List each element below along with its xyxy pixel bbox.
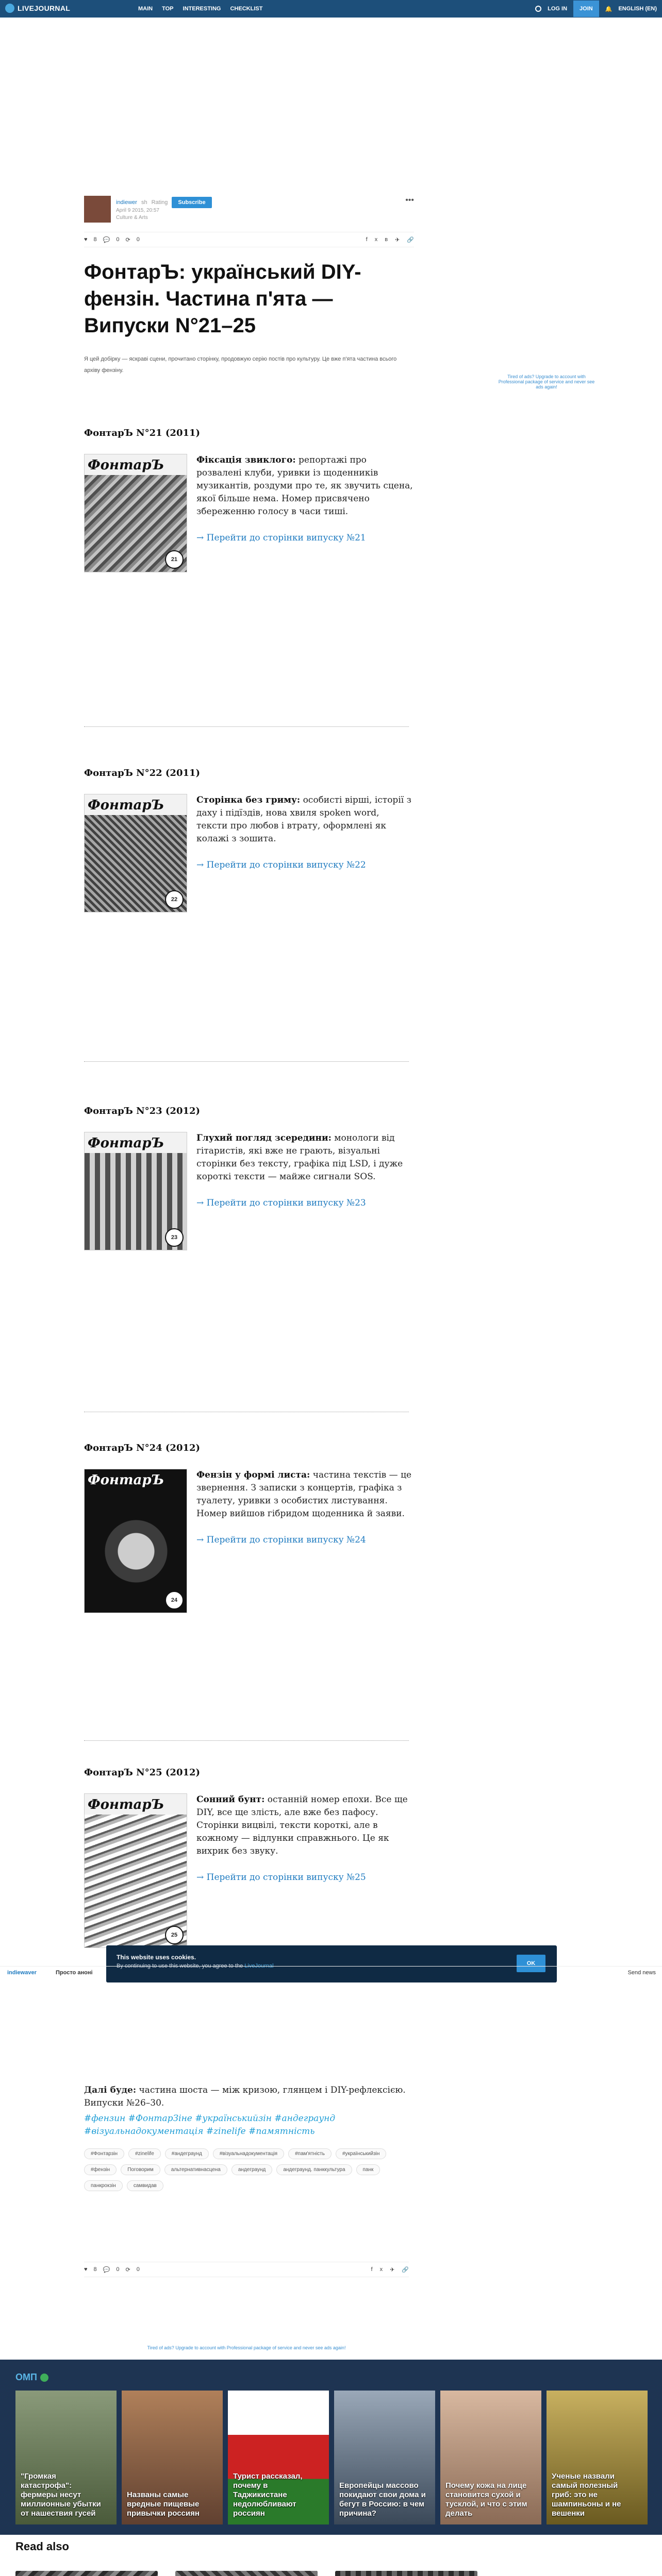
- nav-main[interactable]: MAIN: [138, 6, 153, 12]
- cookie-text-body: By continuing to use this website, you agree to the: [117, 1963, 243, 1969]
- post-date: April 9 2015, 20:57: [116, 208, 159, 213]
- cookie-title: This website uses cookies.: [117, 1954, 196, 1961]
- article: [84, 196, 414, 376]
- issue-21: [84, 428, 414, 572]
- subscribe-button[interactable]: Subscribe: [172, 197, 211, 208]
- repost-icon[interactable]: ⟳: [125, 237, 130, 243]
- issue-cover[interactable]: [84, 454, 187, 572]
- repost-count: 0: [136, 236, 140, 243]
- tag-item[interactable]: #андеграунд: [165, 2148, 209, 2159]
- desc-bold: Фіксація звиклого:: [196, 455, 296, 465]
- rating-label: Rating: [151, 199, 168, 206]
- card-image: [175, 2571, 318, 2576]
- desc-text: особисті віршi, історії з даху і підїздів, нова хвиля spoken word, тексти про любов і втрату, оформлені як колажі з зошита.: [196, 795, 411, 844]
- tag-item[interactable]: #пам'ятність: [288, 2148, 332, 2159]
- cookie-link[interactable]: LiveJournal: [244, 1963, 274, 1969]
- share-telegram-icon[interactable]: ✈: [395, 237, 400, 243]
- read-also-card[interactable]: [335, 2571, 477, 2576]
- tag-item[interactable]: андеграунд: [231, 2164, 273, 2175]
- card-caption: Почему кожа на лице становится сухой и тусклой, и что с этим делать: [445, 2481, 527, 2518]
- desc-bold: Сторінка без гриму:: [196, 795, 301, 805]
- card-image: [335, 2571, 477, 2576]
- desc-bold: Фензін у формі листа:: [196, 1470, 310, 1480]
- cover-logo: ФонтарЪ: [88, 457, 164, 473]
- share-link-icon[interactable]: 🔗: [407, 237, 414, 243]
- bell-icon[interactable]: 🔔: [605, 6, 613, 12]
- hashtags[interactable]: #фензин #ФонтарЗіне #українськийзін #андеграунд #візуальнадокументація #zinelife #памятність: [84, 2113, 336, 2137]
- share-twitter-icon[interactable]: x: [379, 2266, 383, 2273]
- repost-count: 0: [136, 2266, 140, 2273]
- comment-count: 0: [116, 236, 120, 243]
- issue-description: [196, 1132, 413, 1183]
- post-category[interactable]: Culture & Arts: [116, 215, 148, 221]
- livejournal-logo[interactable]: [5, 4, 70, 13]
- read-also-heading: Read also: [15, 2540, 69, 2553]
- cover-number: 24: [165, 1591, 184, 1609]
- recommendation-card[interactable]: [547, 2391, 648, 2524]
- cover-logo: ФонтарЪ: [88, 1136, 164, 1151]
- tag-item[interactable]: #Фонтарзін: [84, 2148, 124, 2159]
- author-strip: [0, 1966, 662, 1977]
- ad-upgrade-note[interactable]: Tired of ads? Upgrade to account with Professional package of service and never see ads again!: [498, 374, 595, 389]
- share-twitter-icon[interactable]: x: [374, 236, 378, 243]
- language-selector[interactable]: ENGLISH (EN): [618, 6, 657, 12]
- share-facebook-icon[interactable]: f: [366, 236, 368, 243]
- cover-logo: ФонтарЪ: [88, 798, 164, 813]
- issue-23: [84, 1106, 414, 1250]
- issue-link[interactable]: → Перейти до сторінки випуску №21: [196, 533, 366, 543]
- card-image: [15, 2571, 158, 2576]
- tag-item[interactable]: #фензін: [84, 2164, 117, 2175]
- issue-25: [84, 1767, 414, 1948]
- issue-description: [196, 1469, 413, 1520]
- issue-link[interactable]: → Перейти до сторінки випуску №25: [196, 1872, 366, 1883]
- nav-interesting[interactable]: INTERESTING: [183, 6, 221, 12]
- recommendations-block: [0, 2360, 662, 2535]
- tag-item[interactable]: #zinelife: [128, 2148, 161, 2159]
- tag-list: [84, 2148, 409, 2191]
- desc-bold: Глухий погляд зсередини:: [196, 1133, 332, 1143]
- card-caption: Турист рассказал, почему в Таджикистане недолюбливают россиян: [233, 2472, 303, 2518]
- like-icon[interactable]: ♥: [84, 236, 88, 243]
- badge-icon: [40, 2374, 48, 2382]
- recommendation-card[interactable]: [334, 2391, 435, 2524]
- bottom-action-bar: [84, 2262, 409, 2277]
- topbar-right: [535, 0, 657, 18]
- issue-cover[interactable]: [84, 1793, 187, 1948]
- strip-user[interactable]: indiewaver: [7, 1970, 37, 1976]
- recommendation-card[interactable]: [440, 2391, 541, 2524]
- nav-top[interactable]: TOP: [162, 6, 174, 12]
- cover-logo: ФонтарЪ: [88, 1797, 164, 1812]
- tag-item[interactable]: #візуальнадокументація: [213, 2148, 284, 2159]
- share-vk-icon[interactable]: в: [385, 236, 388, 243]
- bottom-counters: [84, 2266, 140, 2273]
- next-text: частина шоста — між кризою, глянцем і DIY-рефлексією. Випуски №26–30.: [84, 2085, 406, 2108]
- card-caption: Европейцы массово покидают свои дома и бегут в Россию: в чем причина?: [339, 2481, 426, 2518]
- comment-icon[interactable]: 💬: [103, 2267, 110, 2273]
- share-icons: [366, 236, 414, 243]
- card-caption: Ученые назвали самый полезный гриб: это не шампиньоны и не вешенки: [552, 2472, 621, 2518]
- tag-item[interactable]: самвидав: [127, 2180, 163, 2191]
- next-part-note: [84, 2084, 409, 2110]
- login-link[interactable]: LOG IN: [548, 6, 568, 12]
- tag-item[interactable]: андеграунд. панккультура: [276, 2164, 352, 2175]
- share-telegram-icon[interactable]: ✈: [390, 2267, 395, 2273]
- comment-count: 0: [116, 2266, 120, 2273]
- issue-cover[interactable]: [84, 1132, 187, 1250]
- more-options-icon[interactable]: •••: [405, 196, 414, 205]
- post-meta: [84, 196, 414, 232]
- like-count: 8: [93, 236, 97, 243]
- author-flag: sh: [141, 199, 147, 206]
- read-also-card[interactable]: [15, 2571, 158, 2576]
- repost-icon[interactable]: ⟳: [125, 2267, 130, 2273]
- desc-text: репортажі про розвалені клуби, уривки із щоденників музикантів, роздуми про те, як звучить сцена, якої більше нема. Номер присвячено збереженню голосу в часи тиші.: [196, 455, 413, 517]
- cover-number: 23: [165, 1228, 184, 1247]
- like-icon[interactable]: ♥: [84, 2266, 88, 2273]
- share-link-icon[interactable]: 🔗: [402, 2267, 409, 2273]
- author-name[interactable]: indiewer: [116, 199, 137, 206]
- ad-upgrade-note[interactable]: Tired of ads? Upgrade to account with Professional package of service and never see ads again!: [147, 2345, 346, 2350]
- tag-item[interactable]: альтернативнасцена: [164, 2164, 227, 2175]
- recommendations-title: ОМП: [15, 2372, 37, 2382]
- logo-icon: [5, 4, 14, 13]
- action-counters: [84, 236, 140, 243]
- issue-link[interactable]: → Перейти до сторінки випуску №24: [196, 1535, 366, 1545]
- tag-item[interactable]: #українськийзін: [336, 2148, 386, 2159]
- card-caption: Названы самые вредные пищевые привычки россиян: [127, 2490, 200, 2518]
- issue-heading: ФонтарЪ N°25 (2012): [84, 1767, 201, 1778]
- comment-icon[interactable]: 💬: [103, 237, 110, 243]
- separator: [84, 726, 409, 727]
- cover-logo: ФонтарЪ: [88, 1472, 164, 1488]
- action-bar: [84, 232, 414, 247]
- author-line: [116, 197, 212, 208]
- post-date-block: [116, 207, 159, 222]
- bottom-share-icons: [371, 2266, 409, 2273]
- next-bold: Далі буде:: [84, 2085, 137, 2095]
- like-count: 8: [93, 2266, 97, 2273]
- search-icon[interactable]: [535, 6, 541, 12]
- issue-cover[interactable]: [84, 794, 187, 912]
- card-caption: "Громкая катастрофа": фермеры несут миллионные убытки от нашествия гусей: [21, 2472, 101, 2518]
- separator: [84, 1061, 409, 1062]
- tag-item[interactable]: Поговорим: [121, 2164, 160, 2175]
- issue-heading: ФонтарЪ N°22 (2011): [84, 768, 201, 778]
- strip-text: Просто аноні: [56, 1970, 93, 1976]
- separator: [84, 1740, 409, 1741]
- desc-text: монологи від гітаристів, які вже не грають, візуальні сторінки без тексту, графіка під LSD, і дуже короткі тексти — майже сигнали SOS.: [196, 1133, 403, 1182]
- cookie-ok-button[interactable]: OK: [517, 1955, 545, 1972]
- issue-cover[interactable]: [84, 1469, 187, 1613]
- author-avatar[interactable]: [84, 196, 111, 223]
- cover-number: 22: [165, 890, 184, 909]
- logo-text: LIVEJOURNAL: [18, 4, 71, 12]
- post-title: ФонтарЪ: український DIY-фензін. Частина п'ята — Випуски N°21–25: [84, 261, 361, 337]
- post-intro: Я цей добірку — яскраві сцени, прочитано сторінку, продовжую серію постів про культуру. Це вже п'ята частина всього архіву фензіну.: [84, 356, 397, 374]
- issue-link[interactable]: → Перейти до сторінки випуску №22: [196, 860, 366, 870]
- issue-heading: ФонтарЪ N°21 (2011): [84, 428, 201, 438]
- main-nav: [138, 6, 262, 12]
- issue-description: [196, 794, 413, 845]
- recommendation-card[interactable]: [228, 2391, 329, 2524]
- issue-link[interactable]: → Перейти до сторінки випуску №23: [196, 1198, 366, 1208]
- nav-checklist[interactable]: CHECKLIST: [230, 6, 263, 12]
- issue-description: [196, 1793, 413, 1858]
- top-navbar: [0, 0, 662, 18]
- recommendation-card[interactable]: [122, 2391, 223, 2524]
- issue-24: [84, 1443, 414, 1613]
- tag-item[interactable]: панкрокзін: [84, 2180, 123, 2191]
- issue-22: [84, 768, 414, 912]
- issue-heading: ФонтарЪ N°23 (2012): [84, 1106, 201, 1116]
- recommendation-card[interactable]: [15, 2391, 117, 2524]
- desc-text: останній номер епохи. Все ще DIY, все ще злість, але вже без пафосу. Сторінки вицвілі, тексти короткі, але в кожному — відлунки справжнього. Це як вихрик без звуку.: [196, 1794, 408, 1856]
- issue-heading: ФонтарЪ N°24 (2012): [84, 1443, 201, 1453]
- recommendations-heading: [15, 2372, 48, 2383]
- issue-description: [196, 454, 413, 518]
- share-facebook-icon[interactable]: f: [371, 2266, 373, 2273]
- cover-number: 25: [165, 1926, 184, 1944]
- join-button[interactable]: JOIN: [573, 1, 599, 17]
- cover-number: 21: [165, 550, 184, 569]
- tag-item[interactable]: панк: [356, 2164, 380, 2175]
- desc-bold: Сонний бунт:: [196, 1794, 265, 1805]
- send-news-link[interactable]: Send news: [627, 1970, 656, 1976]
- desc-text: частина текстів — це звернення. З записки з концертів, графіка з туалету, уривки з особистих листування. Номер вийшов гібридом щоденника й заяви.: [196, 1470, 412, 1519]
- read-also-card[interactable]: [175, 2571, 318, 2576]
